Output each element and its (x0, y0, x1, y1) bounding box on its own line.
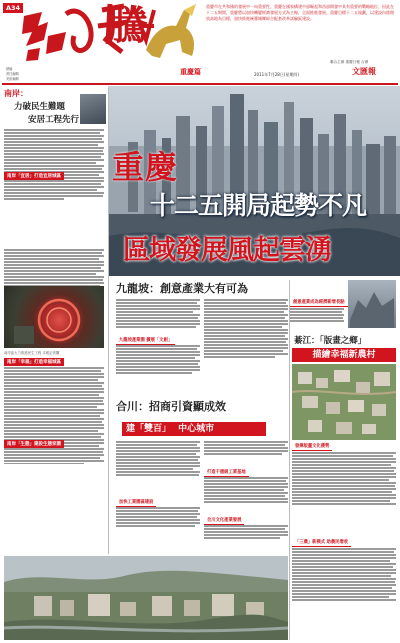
jiulongpo-body-left (116, 298, 200, 329)
jiulongpo-right-body (290, 307, 344, 323)
top-right-intro (206, 4, 396, 52)
hechuan-body-mid (204, 440, 288, 456)
jiulongpo-section (112, 278, 290, 394)
qijiang-section (290, 330, 400, 450)
jiulongpo-body-left-2 (116, 344, 200, 375)
hechuan-body-mid-2 (204, 476, 288, 504)
nanan-big-photo (4, 286, 104, 348)
column-divider (108, 88, 109, 554)
nanan-photo-caption: 南岸區大力推進民生工程 本報記者攝 (4, 351, 60, 355)
qijiang-body (292, 442, 396, 642)
hechuan-subhead-3: 合川文化產業發展 (204, 516, 244, 525)
hechuan-subhead-2: 打造千億級工業基地 (204, 468, 249, 477)
bottom-panorama-photo (4, 556, 288, 640)
issue-date: 2011年7月28日(星期四) (254, 72, 299, 77)
hechuan-tag-1: 建「雙百」 (126, 424, 172, 434)
qijiang-body-text-2 (292, 547, 396, 602)
golden-horse-icon (136, 0, 202, 66)
jiulongpo-subhead-1: 創意產業成為經濟新增長點 (290, 298, 348, 307)
hechuan-tag-box (122, 422, 266, 436)
masthead (0, 0, 400, 86)
colophon-line: 責任編輯 (6, 72, 19, 76)
hechuan-title: 合川：招商引資顯成效 (116, 400, 226, 413)
colophon (6, 66, 58, 81)
section-label: 重慶篇 (180, 68, 201, 76)
jiulongpo-photo (348, 280, 396, 328)
nanan-title-line2: 安居工程先行 (28, 115, 80, 125)
masthead-logo-big-char: 騰 (108, 2, 148, 49)
qijiang-village-photo (292, 364, 396, 440)
qijiang-subhead-2: 「三農」新模式 助農民增收 (292, 538, 351, 547)
nanan-body-1 (4, 128, 104, 246)
qijiang-subtitle: 描繪幸福新農村 (292, 348, 396, 362)
nanan-district: 南岸： (4, 89, 28, 98)
headline-line2: 區域發展風起雲湧 (123, 235, 331, 266)
qijiang-subhead-1: 發揮版畫文化優勢 (292, 442, 332, 451)
masthead-rule (2, 83, 398, 85)
headline-line1: 十二五開局起勢不凡 (150, 191, 367, 220)
jiulongpo-body-mid (204, 298, 288, 359)
nanan-photo (80, 94, 106, 124)
hechuan-body-left (116, 440, 200, 477)
jiulongpo-title: 九龍坡：創意產業大有可為 (116, 282, 248, 295)
intro-text: 重慶市在共和國的發展中一向重要性。重慶在國家構建中部崛起和西部開發中具有重要的戰略地位，因此在十二五期間，重慶將以加快轉變經濟發展方式為主線，全面推進發展。重慶目標十二五規劃，以建設內陸開放高地為目標，加快推進統籌城鄉綜合配套改革試驗區建設。 (206, 4, 394, 21)
hechuan-subhead-1: 加快工業園區建設 (116, 498, 156, 507)
qijiang-title: 綦江：「版畫之鄉」 (294, 336, 367, 346)
column-divider (289, 280, 290, 640)
hechuan-body-mid-3 (204, 524, 288, 540)
paper-name: 文匯報 (352, 66, 376, 76)
headline-region: 重慶 (112, 148, 179, 186)
top-right-footer: 聯合主辦 重慶日報 合辦 (330, 60, 369, 64)
hechuan-tag-2: 中心城市 (178, 424, 215, 434)
jiulongpo-right-col (290, 280, 396, 330)
jiulongpo-subhead-2: 九龍坡產業園 擴展「文創」 (116, 336, 175, 345)
page-number: A34 (3, 3, 23, 13)
nanan-subhead-3: 南岸「生態」建設生態家園 (4, 440, 64, 448)
nanan-title-line1: 力破民生難題 (14, 102, 66, 112)
colophon-line: 總編 (6, 67, 13, 71)
nanan-subhead-1: 南岸「宜居」打造宜居城區 (4, 172, 64, 180)
nanan-subhead-2: 南岸「幸福」打造幸福城區 (4, 358, 64, 366)
qijiang-body-text-1 (292, 451, 396, 506)
hechuan-section (112, 394, 290, 554)
hechuan-body-left-2 (116, 506, 200, 528)
colophon-line: 美術編輯 (6, 77, 19, 81)
